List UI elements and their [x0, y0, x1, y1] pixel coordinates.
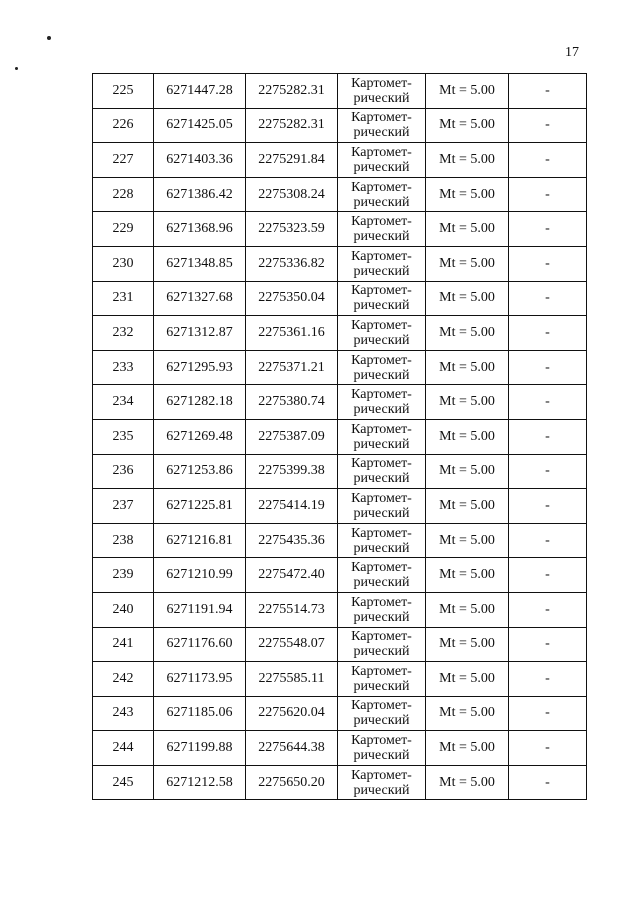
x-coordinate-cell: 6271212.58	[154, 765, 246, 800]
method-line-1: Картомет-	[351, 352, 412, 368]
point-number-cell: 229	[93, 212, 154, 247]
method-text	[351, 595, 412, 625]
note-cell: -	[509, 350, 587, 385]
method-cell	[338, 177, 426, 212]
method-cell	[338, 731, 426, 766]
method-line-2: рический	[353, 194, 410, 210]
table-row	[93, 558, 587, 593]
point-number-cell: 234	[93, 385, 154, 420]
x-coordinate-cell: 6271282.18	[154, 385, 246, 420]
note-cell: -	[509, 212, 587, 247]
method-line-1: Картомет-	[351, 387, 412, 403]
x-coordinate-cell: 6271191.94	[154, 592, 246, 627]
note-cell: -	[509, 592, 587, 627]
y-coordinate-cell: 2275514.73	[246, 592, 338, 627]
y-coordinate-cell: 2275435.36	[246, 523, 338, 558]
y-coordinate-cell: 2275291.84	[246, 143, 338, 178]
method-cell	[338, 74, 426, 109]
method-line-2: рический	[353, 644, 410, 660]
y-coordinate-cell: 2275336.82	[246, 246, 338, 281]
method-cell	[338, 246, 426, 281]
note-cell: -	[509, 316, 587, 351]
method-text	[351, 214, 412, 244]
y-coordinate-cell: 2275414.19	[246, 489, 338, 524]
coordinates-table-body	[93, 74, 587, 800]
method-line-2: рический	[353, 713, 410, 729]
y-coordinate-cell: 2275387.09	[246, 419, 338, 454]
point-number-cell: 238	[93, 523, 154, 558]
method-line-2: рический	[353, 782, 410, 798]
x-coordinate-cell: 6271185.06	[154, 696, 246, 731]
table-row	[93, 246, 587, 281]
method-line-1: Картомет-	[351, 456, 412, 472]
accuracy-cell: Mt = 5.00	[426, 246, 509, 281]
point-number-cell: 228	[93, 177, 154, 212]
accuracy-cell: Mt = 5.00	[426, 177, 509, 212]
table-row	[93, 592, 587, 627]
table-row	[93, 74, 587, 109]
method-cell	[338, 765, 426, 800]
y-coordinate-cell: 2275282.31	[246, 108, 338, 143]
accuracy-cell: Mt = 5.00	[426, 592, 509, 627]
table-row	[93, 350, 587, 385]
point-number-cell: 231	[93, 281, 154, 316]
point-number-cell: 242	[93, 662, 154, 697]
x-coordinate-cell: 6271295.93	[154, 350, 246, 385]
method-line-1: Картомет-	[351, 144, 412, 160]
point-number-cell: 239	[93, 558, 154, 593]
method-line-2: рический	[353, 229, 410, 245]
method-text	[351, 664, 412, 694]
method-line-2: рический	[353, 125, 410, 141]
method-text	[351, 353, 412, 383]
method-cell	[338, 281, 426, 316]
x-coordinate-cell: 6271368.96	[154, 212, 246, 247]
method-line-2: рический	[353, 748, 410, 764]
method-cell	[338, 143, 426, 178]
accuracy-cell: Mt = 5.00	[426, 108, 509, 143]
method-line-1: Картомет-	[351, 594, 412, 610]
method-cell	[338, 385, 426, 420]
accuracy-cell: Mt = 5.00	[426, 731, 509, 766]
method-line-2: рический	[353, 471, 410, 487]
method-line-2: рический	[353, 332, 410, 348]
accuracy-cell: Mt = 5.00	[426, 489, 509, 524]
method-cell	[338, 523, 426, 558]
point-number-cell: 241	[93, 627, 154, 662]
y-coordinate-cell: 2275650.20	[246, 765, 338, 800]
accuracy-cell: Mt = 5.00	[426, 523, 509, 558]
y-coordinate-cell: 2275472.40	[246, 558, 338, 593]
point-number-cell: 245	[93, 765, 154, 800]
point-number-cell: 226	[93, 108, 154, 143]
method-text	[351, 422, 412, 452]
method-cell	[338, 558, 426, 593]
point-number-cell: 243	[93, 696, 154, 731]
x-coordinate-cell: 6271253.86	[154, 454, 246, 489]
note-cell: -	[509, 696, 587, 731]
y-coordinate-cell: 2275361.16	[246, 316, 338, 351]
method-cell	[338, 108, 426, 143]
x-coordinate-cell: 6271210.99	[154, 558, 246, 593]
accuracy-cell: Mt = 5.00	[426, 281, 509, 316]
point-number-cell: 227	[93, 143, 154, 178]
accuracy-cell: Mt = 5.00	[426, 558, 509, 593]
method-cell	[338, 212, 426, 247]
point-number-cell: 237	[93, 489, 154, 524]
scan-speck	[47, 36, 51, 40]
method-line-1: Картомет-	[351, 560, 412, 576]
accuracy-cell: Mt = 5.00	[426, 212, 509, 247]
x-coordinate-cell: 6271403.36	[154, 143, 246, 178]
method-cell	[338, 316, 426, 351]
y-coordinate-cell: 2275350.04	[246, 281, 338, 316]
method-line-1: Картомет-	[351, 75, 412, 91]
point-number-cell: 230	[93, 246, 154, 281]
method-text	[351, 283, 412, 313]
table-row	[93, 212, 587, 247]
accuracy-cell: Mt = 5.00	[426, 74, 509, 109]
method-line-2: рический	[353, 367, 410, 383]
accuracy-cell: Mt = 5.00	[426, 419, 509, 454]
y-coordinate-cell: 2275371.21	[246, 350, 338, 385]
method-text	[351, 387, 412, 417]
method-line-2: рический	[353, 263, 410, 279]
method-line-1: Картомет-	[351, 698, 412, 714]
note-cell: -	[509, 454, 587, 489]
table-row	[93, 489, 587, 524]
table-row	[93, 316, 587, 351]
accuracy-cell: Mt = 5.00	[426, 696, 509, 731]
table-row	[93, 108, 587, 143]
method-text	[351, 768, 412, 798]
table-row	[93, 731, 587, 766]
method-text	[351, 491, 412, 521]
table-row	[93, 765, 587, 800]
table-row	[93, 454, 587, 489]
method-line-1: Картомет-	[351, 248, 412, 264]
y-coordinate-cell: 2275644.38	[246, 731, 338, 766]
method-line-1: Картомет-	[351, 179, 412, 195]
accuracy-cell: Mt = 5.00	[426, 385, 509, 420]
accuracy-cell: Mt = 5.00	[426, 627, 509, 662]
table-row	[93, 385, 587, 420]
point-number-cell: 244	[93, 731, 154, 766]
method-text	[351, 456, 412, 486]
accuracy-cell: Mt = 5.00	[426, 662, 509, 697]
x-coordinate-cell: 6271312.87	[154, 316, 246, 351]
method-line-2: рический	[353, 298, 410, 314]
table-row	[93, 143, 587, 178]
y-coordinate-cell: 2275548.07	[246, 627, 338, 662]
x-coordinate-cell: 6271386.42	[154, 177, 246, 212]
method-line-1: Картомет-	[351, 525, 412, 541]
method-text	[351, 698, 412, 728]
note-cell: -	[509, 108, 587, 143]
method-line-1: Картомет-	[351, 214, 412, 230]
x-coordinate-cell: 6271199.88	[154, 731, 246, 766]
method-line-2: рический	[353, 575, 410, 591]
method-line-2: рический	[353, 540, 410, 556]
method-cell	[338, 662, 426, 697]
note-cell: -	[509, 489, 587, 524]
method-line-2: рический	[353, 436, 410, 452]
method-line-1: Картомет-	[351, 110, 412, 126]
x-coordinate-cell: 6271269.48	[154, 419, 246, 454]
method-line-1: Картомет-	[351, 663, 412, 679]
method-line-2: рический	[353, 90, 410, 106]
method-cell	[338, 454, 426, 489]
table-row	[93, 177, 587, 212]
note-cell: -	[509, 385, 587, 420]
note-cell: -	[509, 74, 587, 109]
y-coordinate-cell: 2275620.04	[246, 696, 338, 731]
x-coordinate-cell: 6271225.81	[154, 489, 246, 524]
method-line-2: рический	[353, 609, 410, 625]
accuracy-cell: Mt = 5.00	[426, 350, 509, 385]
method-line-1: Картомет-	[351, 629, 412, 645]
x-coordinate-cell: 6271425.05	[154, 108, 246, 143]
method-text	[351, 76, 412, 106]
method-line-2: рический	[353, 402, 410, 418]
note-cell: -	[509, 731, 587, 766]
point-number-cell: 225	[93, 74, 154, 109]
table-row	[93, 281, 587, 316]
y-coordinate-cell: 2275323.59	[246, 212, 338, 247]
x-coordinate-cell: 6271176.60	[154, 627, 246, 662]
method-text	[351, 145, 412, 175]
note-cell: -	[509, 765, 587, 800]
note-cell: -	[509, 177, 587, 212]
method-cell	[338, 489, 426, 524]
x-coordinate-cell: 6271327.68	[154, 281, 246, 316]
method-text	[351, 110, 412, 140]
x-coordinate-cell: 6271216.81	[154, 523, 246, 558]
note-cell: -	[509, 627, 587, 662]
method-line-2: рический	[353, 678, 410, 694]
method-cell	[338, 696, 426, 731]
method-line-2: рический	[353, 505, 410, 521]
scan-speck	[15, 67, 18, 70]
y-coordinate-cell: 2275282.31	[246, 74, 338, 109]
method-line-2: рический	[353, 159, 410, 175]
note-cell: -	[509, 558, 587, 593]
method-line-1: Картомет-	[351, 421, 412, 437]
point-number-cell: 240	[93, 592, 154, 627]
point-number-cell: 233	[93, 350, 154, 385]
table-row	[93, 696, 587, 731]
accuracy-cell: Mt = 5.00	[426, 765, 509, 800]
method-text	[351, 733, 412, 763]
method-cell	[338, 592, 426, 627]
table-row	[93, 627, 587, 662]
note-cell: -	[509, 419, 587, 454]
accuracy-cell: Mt = 5.00	[426, 143, 509, 178]
table-row	[93, 523, 587, 558]
method-text	[351, 318, 412, 348]
method-cell	[338, 419, 426, 454]
page-number: 17	[565, 45, 579, 60]
y-coordinate-cell: 2275585.11	[246, 662, 338, 697]
note-cell: -	[509, 246, 587, 281]
accuracy-cell: Mt = 5.00	[426, 454, 509, 489]
method-cell	[338, 350, 426, 385]
x-coordinate-cell: 6271173.95	[154, 662, 246, 697]
note-cell: -	[509, 523, 587, 558]
point-number-cell: 232	[93, 316, 154, 351]
y-coordinate-cell: 2275399.38	[246, 454, 338, 489]
method-text	[351, 629, 412, 659]
coordinates-table	[92, 73, 587, 800]
note-cell: -	[509, 143, 587, 178]
note-cell: -	[509, 662, 587, 697]
note-cell: -	[509, 281, 587, 316]
method-text	[351, 526, 412, 556]
method-line-1: Картомет-	[351, 767, 412, 783]
method-text	[351, 560, 412, 590]
method-line-1: Картомет-	[351, 733, 412, 749]
method-cell	[338, 627, 426, 662]
table-row	[93, 419, 587, 454]
y-coordinate-cell: 2275308.24	[246, 177, 338, 212]
method-text	[351, 180, 412, 210]
point-number-cell: 236	[93, 454, 154, 489]
method-line-1: Картомет-	[351, 490, 412, 506]
point-number-cell: 235	[93, 419, 154, 454]
x-coordinate-cell: 6271447.28	[154, 74, 246, 109]
method-line-1: Картомет-	[351, 317, 412, 333]
y-coordinate-cell: 2275380.74	[246, 385, 338, 420]
table-row	[93, 662, 587, 697]
x-coordinate-cell: 6271348.85	[154, 246, 246, 281]
accuracy-cell: Mt = 5.00	[426, 316, 509, 351]
method-text	[351, 249, 412, 279]
method-line-1: Картомет-	[351, 283, 412, 299]
